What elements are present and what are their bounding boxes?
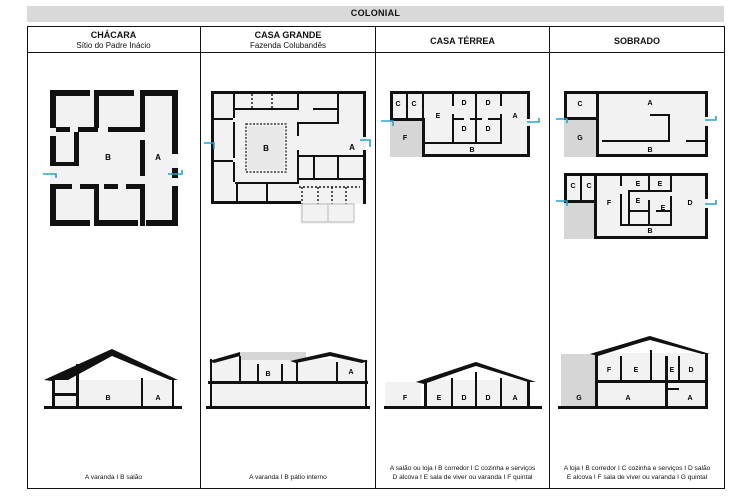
casa-terrea-plan-label-d1: D <box>461 100 467 107</box>
sobrado-section <box>558 336 710 409</box>
col3-caption-line2: D alcova I E sala de viver ou varanda I F quintal <box>392 474 533 481</box>
casa-terrea-plan-label-c2: C <box>411 101 417 108</box>
sobrado-lower-label-c1: C <box>570 183 576 190</box>
col1-caption: A varanda I B salão <box>84 474 143 481</box>
casa-terrea-plan-label-d2: D <box>485 100 491 107</box>
col2-subtitle: Fazenda Colubandês <box>249 41 327 50</box>
sobrado-lower-label-e2: E <box>657 181 663 188</box>
col4-caption-line1: A loja I B corredor I C cozinha e serviços I D salão <box>563 465 711 472</box>
casa-terrea-section-label-d2: D <box>485 395 491 402</box>
casa-grande-section <box>206 352 370 409</box>
sobrado-upper-label-b: B <box>647 147 653 154</box>
casa-terrea-section-label-d1: D <box>461 395 467 402</box>
sobrado-lower-label-e4: E <box>660 205 666 212</box>
sobrado-upper-label-c: C <box>577 101 583 108</box>
sobrado-lower-label-d: D <box>687 200 693 207</box>
chacara-plan-label-b: B <box>105 153 111 162</box>
sobrado-upper-plan <box>556 91 716 157</box>
header-title: COLONIAL <box>350 8 401 18</box>
sobrado-lower-label-e1: E <box>635 181 641 188</box>
casa-terrea-plan-label-c1: C <box>395 101 401 108</box>
casa-terrea-plan <box>381 91 539 157</box>
casa-terrea-plan-label-e: E <box>435 113 441 120</box>
sobrado-section-label-a1: A <box>625 395 631 402</box>
col1-subtitle: Sítio do Padre Inácio <box>76 41 151 50</box>
casa-grande-section-label-b: B <box>265 371 271 378</box>
sobrado-section-label-a2: A <box>687 395 693 402</box>
sobrado-lower-label-b: B <box>647 228 653 235</box>
casa-terrea-section <box>384 362 542 409</box>
col2-caption: A varanda I B pátio interno <box>249 474 327 481</box>
casa-terrea-plan-label-b: B <box>469 147 475 154</box>
casa-grande-plan <box>204 91 370 224</box>
col1-title: CHÁCARA <box>90 30 137 40</box>
col4-caption-line2: E alcova I F sala de viver ou varanda I G quintal <box>566 474 708 481</box>
casa-terrea-plan-label-d3: D <box>461 126 467 133</box>
sobrado-section-label-f: F <box>606 367 612 374</box>
chacara-section-label-a: A <box>155 395 161 402</box>
sobrado-section-label-d: D <box>688 367 694 374</box>
sobrado-upper-label-g: G <box>577 135 583 142</box>
chacara-section <box>44 349 182 409</box>
casa-terrea-plan-label-a: A <box>512 113 518 120</box>
casa-terrea-section-label-a: A <box>512 395 518 402</box>
casa-grande-plan-label-a: A <box>349 143 355 152</box>
sobrado-lower-label-f: F <box>606 200 612 207</box>
col3-caption-line1: A salão ou loja I B corredor I C cozinha e serviços <box>389 465 536 472</box>
sobrado-lower-label-e3: E <box>635 198 641 205</box>
sobrado-lower-plan <box>556 173 716 239</box>
chacara-plan <box>43 90 182 226</box>
casa-terrea-section-label-e: E <box>436 395 442 402</box>
casa-grande-plan-label-b: B <box>263 144 269 153</box>
sobrado-lower-label-c2: C <box>586 183 592 190</box>
casa-grande-section-label-a: A <box>348 369 354 376</box>
col4-title: SOBRADO <box>613 36 660 46</box>
sobrado-section-label-g: G <box>576 395 582 402</box>
casa-terrea-plan-label-f: F <box>402 135 408 142</box>
chacara-plan-label-a: A <box>155 153 161 162</box>
chacara-section-label-b: B <box>105 395 111 402</box>
sobrado-upper-label-a: A <box>647 100 653 107</box>
col3-title: CASA TÉRREA <box>430 36 495 46</box>
casa-terrea-plan-label-d4: D <box>485 126 491 133</box>
sobrado-section-label-e2: E <box>669 367 675 374</box>
casa-terrea-section-label-f: F <box>402 395 408 402</box>
col2-title: CASA GRANDE <box>254 30 322 40</box>
sobrado-section-label-e1: E <box>633 367 639 374</box>
